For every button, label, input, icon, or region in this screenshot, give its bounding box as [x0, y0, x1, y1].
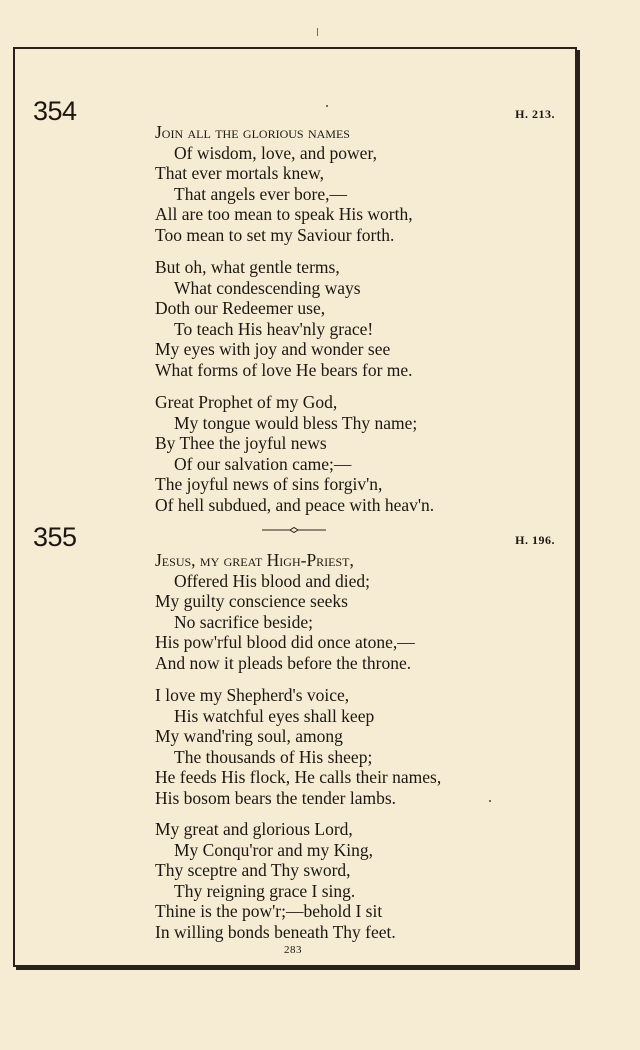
verse-line: He feeds His flock, He calls their names, [155, 767, 442, 787]
verse-line: All are too mean to speak His worth, [155, 204, 413, 224]
tune-reference: H. 196. [515, 533, 555, 547]
verse-line: Join all the glorious names [155, 122, 350, 142]
verse-line: Thy sceptre and Thy sword, [155, 860, 351, 880]
verse [155, 122, 515, 245]
verse-line: In willing bonds beneath Thy feet. [155, 921, 396, 942]
verse [155, 550, 515, 673]
verse-line: Of wisdom, love, and power, [174, 142, 377, 163]
page-number: 283 [284, 944, 302, 956]
verse-line: Too mean to set my Saviour forth. [155, 224, 395, 245]
verse-line: And now it pleads before the throne. [155, 652, 412, 673]
verse-line: My wand'ring soul, among [155, 726, 343, 746]
verse-line: Great Prophet of my God, [155, 392, 338, 412]
verse-line: My tongue would bless Thy name; [174, 412, 418, 433]
print-speck [317, 28, 318, 36]
verse-line: By Thee the joyful news [155, 433, 327, 453]
verse-line: That ever mortals knew, [155, 163, 324, 183]
verse-line: Doth our Redeemer use, [155, 298, 326, 318]
verse-line: What forms of love He bears for me. [155, 359, 413, 380]
verse-line: What condescending ways [174, 277, 361, 298]
verse-line: Offered His blood and died; [174, 570, 371, 591]
verse-line: My Conqu'ror and my King, [174, 839, 374, 860]
verse-line: Jesus, my great High-Priest, [155, 550, 354, 570]
verse-line: His watchful eyes shall keep [174, 705, 375, 726]
verse-line: No sacrifice beside; [174, 611, 313, 632]
verse-line: My great and glorious Lord, [155, 819, 353, 839]
hymn-number: 355 [33, 522, 77, 552]
hymn-number: 354 [33, 96, 77, 126]
verse-line: His bosom bears the tender lambs. [155, 787, 397, 808]
ornament-divider [262, 525, 332, 535]
verse-line: My eyes with joy and wonder see [155, 339, 391, 359]
tune-reference: H. 213. [515, 107, 555, 121]
verse-line: His pow'rful blood did once atone,— [155, 632, 415, 652]
verse-line: Thy reigning grace I sing. [174, 880, 356, 901]
verse-line: I love my Shepherd's voice, [155, 685, 350, 705]
verse [155, 819, 515, 942]
verse-line: The thousands of His sheep; [174, 746, 373, 767]
verse-line: That angels ever bore,— [174, 183, 347, 204]
verse-line: Of our salvation came;— [174, 453, 352, 474]
verse-line: But oh, what gentle terms, [155, 257, 340, 277]
verse [155, 257, 515, 380]
verse-line: Of hell subdued, and peace with heav'n. [155, 494, 435, 515]
verse-line: My guilty conscience seeks [155, 591, 348, 611]
verse [155, 392, 515, 515]
verse-line: Thine is the pow'r;—behold I sit [155, 901, 383, 921]
verse-line: The joyful news of sins forgiv'n, [155, 474, 383, 494]
verse-line: To teach His heav'nly grace! [174, 318, 374, 339]
verse [155, 685, 515, 808]
